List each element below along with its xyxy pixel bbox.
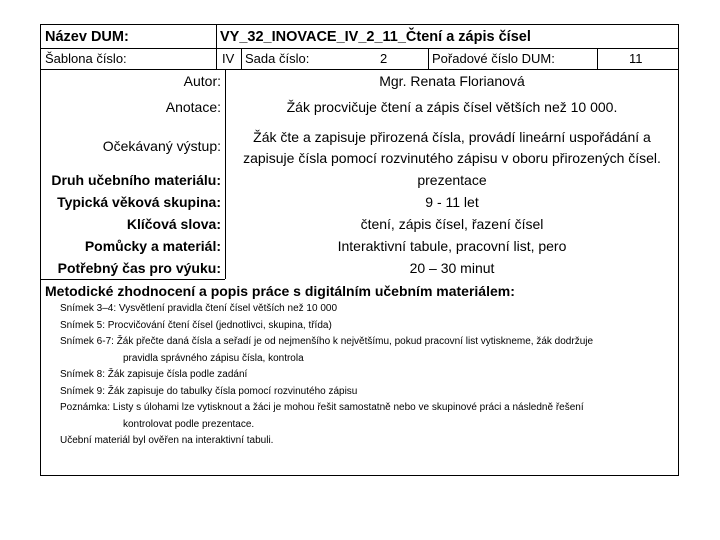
autor-label: Autor:: [183, 73, 221, 89]
sablona-value: IV: [222, 51, 235, 66]
vek-value: 9 - 11 let: [425, 194, 479, 210]
header-divider-2: [40, 69, 679, 70]
klicova-label: Klíčová slova:: [126, 216, 221, 232]
druh-value: prezentace: [417, 172, 487, 188]
label-column-bottom-line: [40, 279, 225, 280]
nazev-label: Název DUM:: [45, 29, 129, 45]
note-line: Snímek 3–4: Vysvětlení pravidla čtení čísel větších než 10 000: [60, 303, 338, 314]
vystup-label: Očekávaný výstup:: [102, 138, 221, 154]
metodicke-heading: Metodické zhodnocení a popis práce s digitálním učebním materiálem:: [45, 283, 515, 299]
nazev-value: VY_32_INOVACE_IV_2_11_Čtení a zápis čísel: [220, 29, 531, 45]
header-divider-1: [40, 48, 679, 49]
pomucky-label: Pomůcky a materiál:: [84, 238, 221, 254]
sada-value: 2: [380, 51, 388, 66]
metodicke-notes: [60, 301, 593, 450]
header-col-divider-3: [428, 48, 429, 70]
note-line: Učební materiál byl ověřen na interaktivní tabuli.: [60, 435, 274, 446]
druh-label: Druh učebního materiálu:: [51, 172, 221, 188]
note-line: Snímek 8: Žák zapisuje čísla podle zadání: [60, 369, 248, 380]
sada-label: Sada číslo:: [245, 51, 310, 66]
anotace-value: Žák procvičuje čtení a zápis čísel větších než 10 000.: [286, 99, 618, 115]
note-line: pravidla správného zápisu čísla, kontrola: [123, 352, 304, 364]
pomucky-value: Interaktivní tabule, pracovní list, pero: [337, 238, 567, 254]
vystup-value-line-1: Žák čte a zapisuje přirozená čísla, provádí lineární uspořádání a: [253, 129, 651, 145]
header-col-divider-1: [216, 24, 217, 70]
poradove-value: 11: [629, 51, 643, 66]
note-line: Poznámka: Listy s úlohami lze vytisknout a žáci je mohou řešit samostatně nebo ve skupinové práci a následně řešení: [60, 402, 584, 413]
autor-value: Mgr. Renata Florianová: [379, 73, 525, 89]
vek-label: Typická věková skupina:: [57, 194, 221, 210]
header-col-divider-4: [597, 48, 598, 70]
cas-label: Potřebný čas pro výuku:: [57, 260, 221, 276]
poradove-label: Pořadové číslo DUM:: [432, 51, 555, 66]
note-line: Snímek 6-7: Žák přečte daná čísla a seřadí je od nejmenšího k největšímu, pokud pracovní list vytiskneme, žák dodržuje: [60, 336, 594, 347]
note-line: kontrolovat podle prezentace.: [123, 418, 255, 430]
cas-value: 20 – 30 minut: [409, 260, 495, 276]
vystup-value-line-2: zapisuje čísla pomocí rozvinutého zápisu v oboru přirozených čísel.: [243, 150, 661, 166]
anotace-label: Anotace:: [165, 99, 221, 115]
header-col-divider-2: [241, 48, 242, 70]
klicova-value: čtení, zápis čísel, řazení čísel: [360, 216, 544, 232]
sablona-label: Šablona číslo:: [45, 51, 127, 66]
note-line: Snímek 9: Žák zapisuje do tabulky čísla pomocí rozvinutého zápisu: [60, 385, 358, 397]
note-line: Snímek 5: Procvičování čtení čísel (jednotlivci, skupina, třída): [60, 319, 332, 331]
